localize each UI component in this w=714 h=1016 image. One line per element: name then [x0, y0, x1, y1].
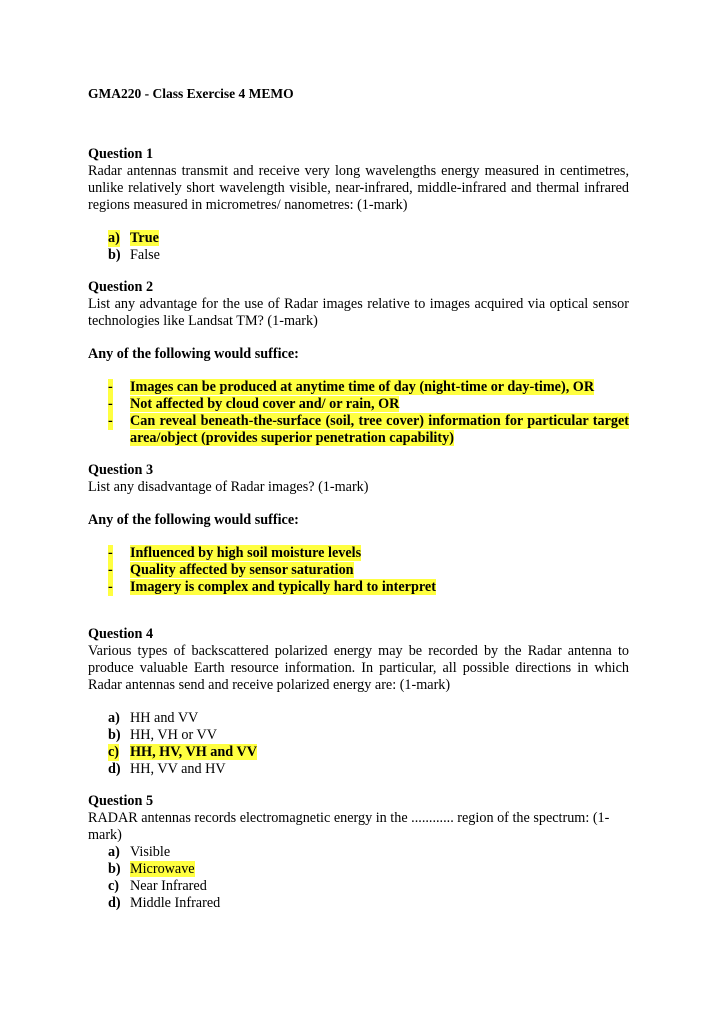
answer-item: - Not affected by cloud cover and/ or rain, OR [108, 396, 400, 412]
option-label: a) [108, 230, 120, 246]
option-b [88, 861, 629, 878]
option-label: b) [108, 861, 121, 877]
option-a [88, 844, 629, 861]
option-label: d) [108, 761, 121, 777]
option-a [88, 230, 629, 247]
option-b [88, 247, 629, 264]
question-heading: Question 5 [88, 793, 154, 809]
option-label: b) [108, 727, 121, 743]
option-d [88, 895, 629, 912]
answer-text: Quality affected by sensor saturation [130, 562, 354, 578]
question-text: Various types of backscattered polarized energy may be recorded by the Radar antenna to produce valuable Earth resource information. In particular, all possible directions in which Radar antennas send and receive polarized energy are: (1-mark) [88, 643, 629, 693]
answer-item: - Imagery is complex and typically hard to interpret [108, 579, 436, 595]
option-label: a) [108, 844, 120, 860]
question-1 [88, 146, 629, 264]
option-a [88, 710, 629, 727]
option-b [88, 727, 629, 744]
option-text: HH, VV and HV [130, 761, 226, 777]
answer-item: - Images can be produced at anytime time of day (night-time or day-time), OR [108, 379, 595, 395]
option-text: Visible [130, 844, 171, 860]
question-text: Radar antennas transmit and receive very long wavelengths energy measured in centimetres, unlike relatively short wavelength visible, near-infrared, middle-infrared and thermal infrared regions measured in micrometres/ nanometres: (1-mark) [88, 163, 629, 213]
question-heading: Question 2 [88, 279, 154, 295]
answer-item: - Quality affected by sensor saturation [108, 562, 354, 578]
question-text: List any advantage for the use of Radar images relative to images acquired via optical sensor technologies like Landsat TM? (1-mark) [88, 296, 629, 329]
option-text: Near Infrared [130, 878, 207, 894]
option-text: True [130, 230, 159, 246]
option-c [88, 878, 629, 895]
question-heading: Question 1 [88, 146, 154, 162]
answer-text: Images can be produced at anytime time of day (night-time or day-time), OR [130, 379, 595, 395]
option-text: HH, HV, VH and VV [130, 744, 257, 760]
question-4 [88, 626, 629, 778]
option-text: HH, VH or VV [130, 727, 217, 743]
question-3 [88, 462, 629, 596]
answer-intro: Any of the following would suffice: [88, 512, 299, 528]
option-d [88, 761, 629, 778]
option-label: a) [108, 710, 120, 726]
question-text: RADAR antennas records electromagnetic energy in the ............ region of the spectrum: (1-mark) [88, 810, 610, 843]
option-text: Microwave [130, 861, 195, 877]
question-text: List any disadvantage of Radar images? (1-mark) [88, 479, 369, 495]
answer-text: Imagery is complex and typically hard to interpret [130, 579, 436, 595]
option-text: False [130, 247, 160, 263]
question-heading: Question 4 [88, 626, 154, 642]
answer-text: Influenced by high soil moisture levels [130, 545, 362, 561]
answer-intro: Any of the following would suffice: [88, 346, 299, 362]
question-5 [88, 793, 629, 912]
option-c [88, 744, 629, 761]
answer-text: Not affected by cloud cover and/ or rain, OR [130, 396, 400, 412]
question-2 [88, 279, 629, 447]
option-label: d) [108, 895, 121, 911]
answer-item: - Can reveal beneath-the-surface (soil, tree cover) information for particular target area/object (provides superior penetration capability) [108, 413, 629, 446]
option-text: HH and VV [130, 710, 199, 726]
document-title: GMA220 - Class Exercise 4 MEMO [88, 86, 294, 101]
option-label: b) [108, 247, 121, 263]
answer-item: - Influenced by high soil moisture levels [108, 545, 362, 561]
answer-text: Can reveal beneath-the-surface (soil, tree cover) information for particular target area/object (provides superior penetration capability) [130, 413, 629, 446]
question-heading: Question 3 [88, 462, 154, 478]
option-label: c) [108, 744, 120, 760]
option-text: Middle Infrared [130, 895, 221, 911]
option-label: c) [108, 878, 120, 894]
